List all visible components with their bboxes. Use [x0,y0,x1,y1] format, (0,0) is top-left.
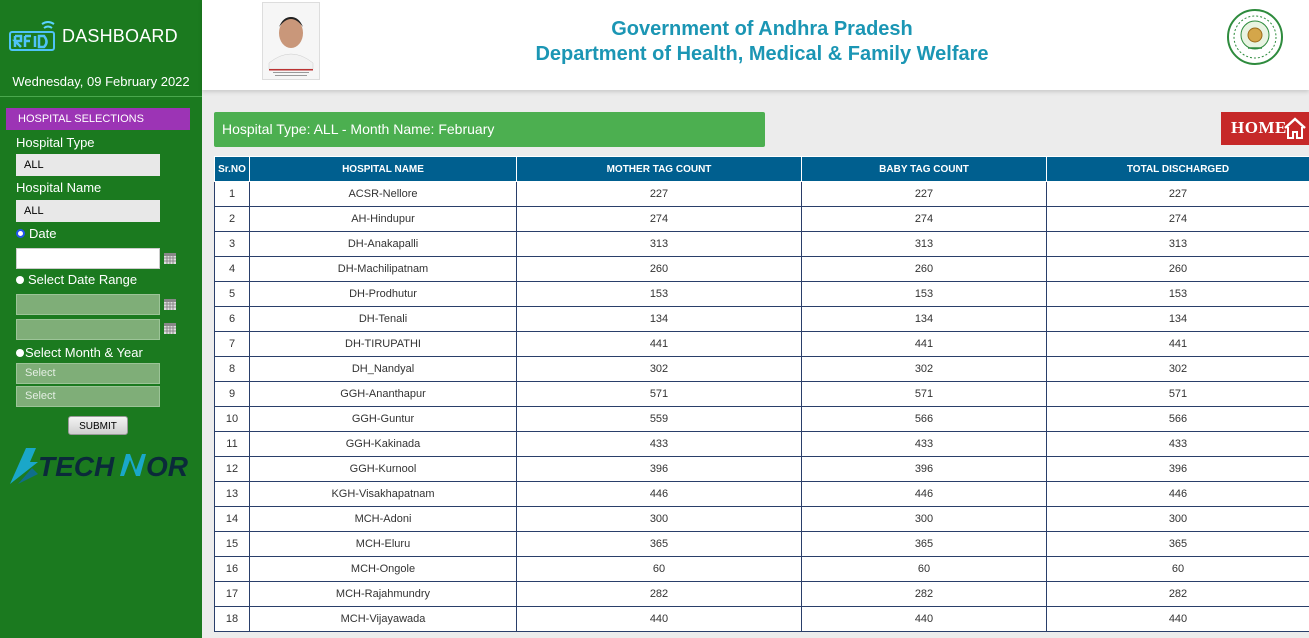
cell-srno: 6 [215,307,250,332]
cell-srno: 15 [215,532,250,557]
cell-srno: 7 [215,332,250,357]
cell-baby-tag-count: 227 [802,182,1047,207]
cell-hospital-name: MCH-Rajahmundry [250,582,517,607]
cell-srno: 8 [215,357,250,382]
cell-srno: 11 [215,432,250,457]
home-label: HOME [1231,118,1287,137]
cell-mother-tag-count: 559 [517,407,802,432]
cell-baby-tag-count: 571 [802,382,1047,407]
cell-hospital-name: DH-Prodhutur [250,282,517,307]
cell-mother-tag-count: 441 [517,332,802,357]
ap-emblem-icon [1226,8,1284,66]
cell-hospital-name: DH-TIRUPATHI [250,332,517,357]
cell-baby-tag-count: 365 [802,532,1047,557]
hospital-type-select[interactable]: ALL [16,154,160,176]
home-button[interactable] [1221,112,1309,145]
cell-hospital-name: MCH-Vijayawada [250,607,517,632]
calendar-icon[interactable] [164,298,176,310]
cell-mother-tag-count: 396 [517,457,802,482]
cell-hospital-name: GGH-Ananthapur [250,382,517,407]
cell-srno: 4 [215,257,250,282]
date-radio-option[interactable] [16,226,56,241]
cell-srno: 18 [215,607,250,632]
cell-hospital-name: AH-Hindupur [250,207,517,232]
cell-srno: 12 [215,457,250,482]
calendar-icon[interactable] [164,252,176,264]
table-row [215,432,1309,457]
hospital-name-label: Hospital Name [16,180,102,195]
cell-mother-tag-count: 260 [517,257,802,282]
cell-hospital-name: DH-Tenali [250,307,517,332]
cell-total-discharged: 441 [1047,332,1309,357]
cell-hospital-name: GGH-Kakinada [250,432,517,457]
from-date-input[interactable] [16,294,160,315]
cell-mother-tag-count: 282 [517,582,802,607]
current-date: Wednesday, 09 February 2022 [12,74,190,89]
cell-hospital-name: GGH-Kurnool [250,457,517,482]
cell-total-discharged: 433 [1047,432,1309,457]
col-header-srno: Sr.NO [215,157,250,182]
cell-total-discharged: 60 [1047,557,1309,582]
cell-hospital-name: MCH-Eluru [250,532,517,557]
table-row [215,557,1309,582]
cell-mother-tag-count: 134 [517,307,802,332]
date-range-label: Select Date Range [28,272,138,287]
filter-summary-banner: Hospital Type: ALL - Month Name: February [214,112,765,147]
submit-button[interactable]: SUBMIT [68,416,128,435]
date-input[interactable] [16,248,160,269]
cell-total-discharged: 227 [1047,182,1309,207]
cell-baby-tag-count: 260 [802,257,1047,282]
cell-baby-tag-count: 134 [802,307,1047,332]
cell-total-discharged: 396 [1047,457,1309,482]
year-select[interactable]: Select [16,386,160,407]
cell-baby-tag-count: 440 [802,607,1047,632]
svg-text:OR: OR [146,451,188,482]
table-row [215,232,1309,257]
cell-mother-tag-count: 274 [517,207,802,232]
cell-srno: 3 [215,232,250,257]
cell-hospital-name: DH_Nandyal [250,357,517,382]
col-header-baby-tag-count: BABY TAG COUNT [802,157,1047,182]
cell-total-discharged: 282 [1047,582,1309,607]
cell-srno: 17 [215,582,250,607]
month-year-radio-option[interactable] [16,345,143,360]
cell-baby-tag-count: 300 [802,507,1047,532]
cell-mother-tag-count: 440 [517,607,802,632]
date-range-radio-option[interactable] [16,272,137,287]
cell-srno: 5 [215,282,250,307]
date-radio-label: Date [29,226,57,241]
cell-srno: 2 [215,207,250,232]
cell-srno: 14 [215,507,250,532]
hospital-selections-header: HOSPITAL SELECTIONS [6,108,190,130]
cell-mother-tag-count: 227 [517,182,802,207]
cell-total-discharged: 302 [1047,357,1309,382]
chief-minister-portrait [262,2,320,80]
svg-text:TECH: TECH [38,451,115,482]
date-radio[interactable] [16,229,25,238]
cell-mother-tag-count: 300 [517,507,802,532]
cell-srno: 1 [215,182,250,207]
cell-hospital-name: DH-Machilipatnam [250,257,517,282]
table-row [215,332,1309,357]
cell-mother-tag-count: 313 [517,232,802,257]
sidebar-divider [0,96,202,97]
table-row [215,407,1309,432]
col-header-mother-tag-count: MOTHER TAG COUNT [517,157,802,182]
table-row [215,532,1309,557]
date-range-radio[interactable] [16,276,24,284]
cell-hospital-name: KGH-Visakhapatnam [250,482,517,507]
cell-hospital-name: ACSR-Nellore [250,182,517,207]
cell-hospital-name: MCH-Ongole [250,557,517,582]
cell-mother-tag-count: 571 [517,382,802,407]
month-year-radio[interactable] [16,349,24,357]
cell-total-discharged: 134 [1047,307,1309,332]
cell-hospital-name: GGH-Guntur [250,407,517,432]
hospital-data-table [214,156,1309,632]
cell-hospital-name: DH-Anakapalli [250,232,517,257]
table-row [215,482,1309,507]
col-header-total-discharged: TOTAL DISCHARGED [1047,157,1309,182]
cell-baby-tag-count: 396 [802,457,1047,482]
cell-baby-tag-count: 441 [802,332,1047,357]
table-row [215,507,1309,532]
cell-baby-tag-count: 282 [802,582,1047,607]
cell-total-discharged: 313 [1047,232,1309,257]
to-date-input[interactable] [16,319,160,340]
cell-mother-tag-count: 433 [517,432,802,457]
cell-hospital-name: MCH-Adoni [250,507,517,532]
col-header-hospital-name: HOSPITAL NAME [250,157,517,182]
rfid-logo-icon [8,18,58,54]
table-row [215,207,1309,232]
table-row [215,582,1309,607]
hospital-type-label: Hospital Type [16,135,95,150]
cell-total-discharged: 153 [1047,282,1309,307]
table-row [215,307,1309,332]
cell-total-discharged: 260 [1047,257,1309,282]
technor-logo [8,444,188,486]
cell-total-discharged: 274 [1047,207,1309,232]
table-row [215,457,1309,482]
app-title: DASHBOARD [62,25,178,46]
cell-srno: 16 [215,557,250,582]
app-logo [8,16,178,56]
hospital-name-select[interactable]: ALL [16,200,160,222]
cell-baby-tag-count: 153 [802,282,1047,307]
calendar-icon[interactable] [164,322,176,334]
cell-total-discharged: 566 [1047,407,1309,432]
page-header [202,0,1309,90]
table-row [215,182,1309,207]
table-row [215,282,1309,307]
government-title: Government of Andhra Pradesh [611,18,913,40]
table-row [215,257,1309,282]
cell-mother-tag-count: 446 [517,482,802,507]
month-year-label: Select Month & Year [25,345,143,360]
month-select[interactable]: Select [16,363,160,384]
cell-srno: 13 [215,482,250,507]
cell-baby-tag-count: 433 [802,432,1047,457]
cell-baby-tag-count: 566 [802,407,1047,432]
home-icon [1283,117,1307,139]
cell-total-discharged: 446 [1047,482,1309,507]
cell-baby-tag-count: 446 [802,482,1047,507]
cell-mother-tag-count: 60 [517,557,802,582]
table-row [215,607,1309,632]
department-title: Department of Health, Medical & Family Welfare [535,43,989,65]
cell-srno: 9 [215,382,250,407]
cell-mother-tag-count: 302 [517,357,802,382]
cell-total-discharged: 440 [1047,607,1309,632]
cell-baby-tag-count: 60 [802,557,1047,582]
cell-total-discharged: 571 [1047,382,1309,407]
table-row [215,357,1309,382]
cell-baby-tag-count: 302 [802,357,1047,382]
table-row [215,382,1309,407]
cell-total-discharged: 300 [1047,507,1309,532]
table-header-row [215,157,1309,182]
cell-mother-tag-count: 365 [517,532,802,557]
sidebar [0,0,202,638]
cell-srno: 10 [215,407,250,432]
cell-baby-tag-count: 274 [802,207,1047,232]
cell-total-discharged: 365 [1047,532,1309,557]
cell-mother-tag-count: 153 [517,282,802,307]
cell-baby-tag-count: 313 [802,232,1047,257]
